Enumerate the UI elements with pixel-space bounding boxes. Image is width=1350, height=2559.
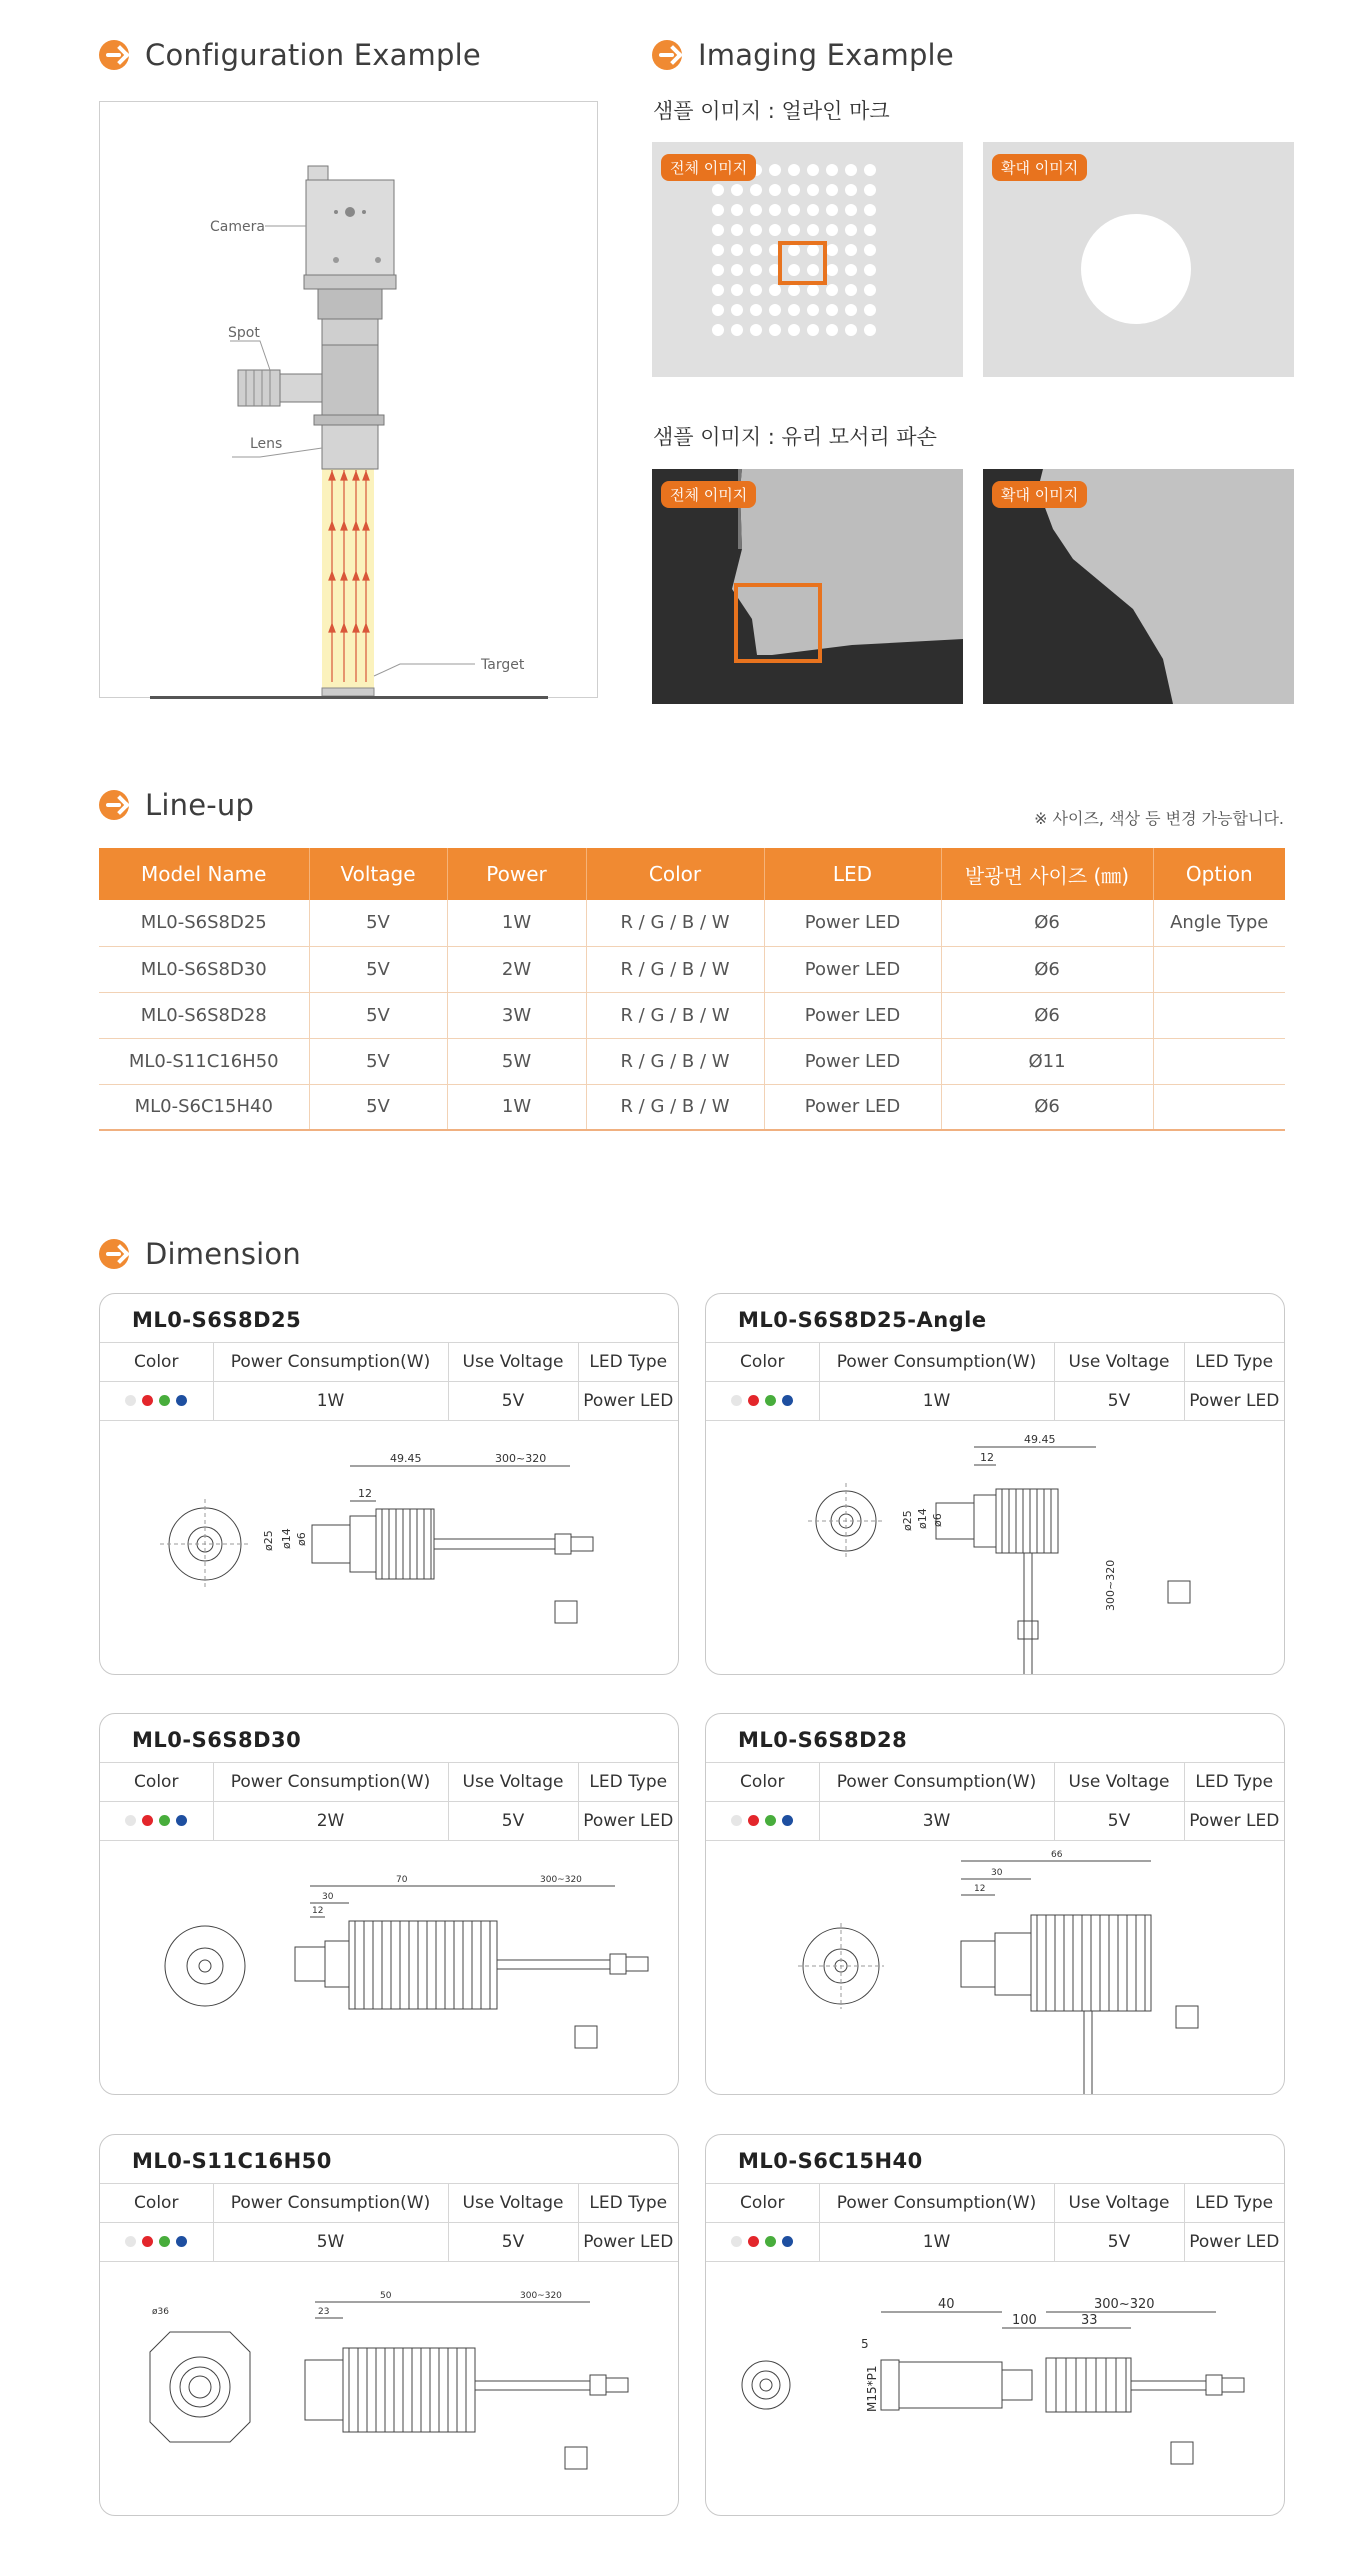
spec-col-power: Power Consumption(W)	[819, 1343, 1054, 1382]
align-dot	[807, 304, 819, 316]
led-color-dot	[125, 1815, 136, 1826]
cell-size: Ø6	[941, 946, 1153, 992]
dim-head: 12	[358, 1487, 372, 1500]
led-color-dot	[159, 1395, 170, 1406]
led-color-dot	[782, 2236, 793, 2247]
align-dot	[769, 324, 781, 336]
spec-power-value: 1W	[819, 2223, 1054, 2262]
spec-col-led: LED Type	[1184, 1763, 1284, 1802]
spec-led-value: Power LED	[1184, 1802, 1284, 1841]
align-dot	[826, 304, 838, 316]
dim-cable: 300~320	[1104, 1559, 1117, 1611]
lineup-section-heading	[99, 788, 254, 822]
align-dot	[845, 284, 857, 296]
table-row	[99, 1084, 1285, 1130]
align-dot	[826, 164, 838, 176]
spec-table	[100, 1342, 678, 1421]
align-mark-full-image	[652, 142, 963, 377]
align-dot	[864, 264, 876, 276]
spec-col-led: LED Type	[1184, 2184, 1284, 2223]
table-row	[99, 992, 1285, 1038]
align-dot	[807, 184, 819, 196]
align-dot	[826, 264, 838, 276]
align-dot	[731, 224, 743, 236]
sample-caption-glass-edge: 샘플 이미지 : 유리 모서리 파손	[653, 425, 937, 449]
spec-color-dots	[706, 2223, 819, 2262]
align-dot	[769, 304, 781, 316]
configuration-diagram	[99, 101, 598, 698]
spec-col-color: Color	[706, 1343, 819, 1382]
dimension-drawing	[100, 1841, 678, 2095]
dim-length: 66	[1051, 1850, 1063, 1860]
led-color-dot	[782, 1395, 793, 1406]
cell-size: Ø6	[941, 1084, 1153, 1130]
dimension-drawing	[100, 1421, 678, 1675]
card-model-title: ML0-S6C15H40	[738, 2149, 923, 2173]
arrow-circle-icon	[99, 40, 129, 70]
spot-label: Spot	[228, 325, 260, 341]
align-dot	[864, 184, 876, 196]
align-dot	[750, 184, 762, 196]
dim-dia3: ø6	[931, 1513, 944, 1527]
spec-led-value: Power LED	[1184, 2223, 1284, 2262]
glass-edge-zoom-image	[983, 469, 1294, 704]
led-color-dot	[782, 1815, 793, 1826]
align-dot	[788, 244, 800, 256]
dimension-drawing	[706, 1421, 1284, 1675]
dimension-card	[705, 2134, 1285, 2516]
cell-led: Power LED	[764, 946, 941, 992]
cell-model: ML0-S6S8D30	[99, 946, 309, 992]
cell-color: R / G / B / W	[586, 946, 764, 992]
led-color-dot	[731, 2236, 742, 2247]
spec-col-voltage: Use Voltage	[1054, 1343, 1184, 1382]
align-dot	[731, 204, 743, 216]
led-color-dot	[176, 1815, 187, 1826]
led-color-dot	[159, 1815, 170, 1826]
spec-color-dots	[100, 1802, 213, 1841]
spec-led-value: Power LED	[578, 2223, 678, 2262]
align-mark-zoom-image	[983, 142, 1294, 377]
align-dot	[788, 184, 800, 196]
cell-power: 3W	[447, 992, 586, 1038]
spec-header-row	[706, 2184, 1284, 2223]
align-dot	[750, 284, 762, 296]
cell-option	[1153, 1038, 1285, 1084]
spec-value-row	[706, 1802, 1284, 1841]
dim-head: 12	[980, 1451, 994, 1464]
dim-tip: 12	[974, 1884, 986, 1894]
config-section-heading	[99, 38, 481, 72]
cell-model: ML0-S6C15H40	[99, 1084, 309, 1130]
col-option: Option	[1153, 848, 1285, 900]
align-dot	[845, 224, 857, 236]
dim-width: ø36	[152, 2307, 169, 2317]
dim-body: 33	[1081, 2313, 1098, 2328]
spec-color-dots	[706, 1382, 819, 1421]
spec-col-voltage: Use Voltage	[1054, 2184, 1184, 2223]
col-voltage: Voltage	[309, 848, 447, 900]
lens-label: Lens	[250, 436, 283, 452]
spec-header-row	[706, 1763, 1284, 1802]
align-dot	[731, 264, 743, 276]
spec-col-color: Color	[100, 2184, 213, 2223]
align-dot	[845, 204, 857, 216]
led-color-dot	[142, 1815, 153, 1826]
spec-col-color: Color	[100, 1343, 213, 1382]
spec-header-row	[706, 1343, 1284, 1382]
cell-power: 2W	[447, 946, 586, 992]
align-dot	[826, 244, 838, 256]
spec-color-dots	[100, 2223, 213, 2262]
led-color-dot	[159, 2236, 170, 2247]
spec-col-color: Color	[706, 2184, 819, 2223]
cell-model: ML0-S6S8D28	[99, 992, 309, 1038]
align-dot	[807, 284, 819, 296]
target-label: Target	[481, 657, 525, 673]
spec-header-row	[100, 2184, 678, 2223]
led-color-dot	[765, 1395, 776, 1406]
align-dot	[712, 224, 724, 236]
cell-size: Ø6	[941, 900, 1153, 946]
spec-col-led: LED Type	[578, 1343, 678, 1382]
dim-dia1: ø25	[262, 1530, 275, 1551]
zoom-image-badge: 확대 이미지	[992, 154, 1087, 181]
dim-dia3: ø6	[295, 1532, 308, 1546]
align-dot	[807, 244, 819, 256]
align-dot	[750, 304, 762, 316]
align-dot	[826, 204, 838, 216]
spec-voltage-value: 5V	[448, 1802, 578, 1841]
arrow-circle-icon	[99, 1239, 129, 1269]
align-dot	[864, 284, 876, 296]
spec-header-row	[100, 1763, 678, 1802]
table-row	[99, 1038, 1285, 1084]
cell-led: Power LED	[764, 900, 941, 946]
spec-voltage-value: 5V	[1054, 1382, 1184, 1421]
align-dot	[826, 324, 838, 336]
cell-size: Ø6	[941, 992, 1153, 1038]
align-dot	[712, 244, 724, 256]
align-dot	[750, 324, 762, 336]
align-dot	[750, 264, 762, 276]
spec-col-power: Power Consumption(W)	[213, 2184, 448, 2223]
cell-color: R / G / B / W	[586, 1038, 764, 1084]
align-dot	[788, 164, 800, 176]
align-dot	[750, 244, 762, 256]
table-row	[99, 900, 1285, 946]
dimension-section-title: Dimension	[145, 1237, 301, 1271]
lineup-table	[99, 848, 1285, 1131]
align-dot	[731, 284, 743, 296]
dim-length: 49.45	[1024, 1433, 1056, 1446]
col-emit-size: 발광면 사이즈 (㎜)	[941, 848, 1153, 900]
led-color-dot	[765, 1815, 776, 1826]
full-image-badge: 전체 이미지	[661, 154, 756, 181]
align-dot	[788, 304, 800, 316]
dim-dia2: ø14	[916, 1508, 929, 1529]
spec-voltage-value: 5V	[1054, 2223, 1184, 2262]
align-dot	[769, 224, 781, 236]
spec-table	[706, 1342, 1284, 1421]
dim-head: 30	[322, 1892, 334, 1902]
align-dot	[712, 304, 724, 316]
align-dot	[845, 264, 857, 276]
align-dot	[788, 324, 800, 336]
dimension-card	[99, 2134, 679, 2516]
align-dot	[712, 284, 724, 296]
align-dot	[845, 184, 857, 196]
align-dot	[731, 324, 743, 336]
align-dot	[826, 284, 838, 296]
led-color-dot	[142, 2236, 153, 2247]
cell-power: 1W	[447, 1084, 586, 1130]
dim-length: 70	[396, 1875, 408, 1885]
cell-voltage: 5V	[309, 900, 447, 946]
led-color-dot	[142, 1395, 153, 1406]
spec-power-value: 3W	[819, 1802, 1054, 1841]
spec-value-row	[706, 1382, 1284, 1421]
spec-voltage-value: 5V	[448, 1382, 578, 1421]
spec-col-led: LED Type	[1184, 1343, 1284, 1382]
align-dot	[807, 204, 819, 216]
spec-col-voltage: Use Voltage	[448, 1343, 578, 1382]
align-dot	[864, 224, 876, 236]
sample-caption-align-mark: 샘플 이미지 : 얼라인 마크	[653, 99, 890, 123]
config-section-title: Configuration Example	[145, 38, 481, 72]
align-dot	[769, 204, 781, 216]
spec-power-value: 5W	[213, 2223, 448, 2262]
col-led: LED	[764, 848, 941, 900]
dim-tip: 12	[312, 1906, 324, 1916]
cell-option: Angle Type	[1153, 900, 1285, 946]
align-dot	[826, 184, 838, 196]
dim-thread: M15*P1	[865, 2365, 879, 2412]
dim-length: 50	[380, 2291, 392, 2301]
align-dot	[712, 324, 724, 336]
align-dot	[731, 304, 743, 316]
align-dot	[807, 224, 819, 236]
spec-table	[100, 2183, 678, 2262]
spec-table	[100, 1762, 678, 1841]
cell-color: R / G / B / W	[586, 992, 764, 1038]
led-color-dot	[748, 1395, 759, 1406]
dimension-drawing	[100, 2262, 678, 2516]
spec-led-value: Power LED	[1184, 1382, 1284, 1421]
cell-option	[1153, 946, 1285, 992]
dimension-drawing	[706, 1841, 1284, 2095]
full-image-badge: 전체 이미지	[661, 481, 756, 508]
cell-model: ML0-S6S8D25	[99, 900, 309, 946]
cell-power: 5W	[447, 1038, 586, 1084]
glass-edge-full-image	[652, 469, 963, 704]
align-dot	[826, 224, 838, 236]
align-dot	[750, 224, 762, 236]
align-dot	[864, 324, 876, 336]
arrow-circle-icon	[652, 40, 682, 70]
dim-dia2: ø14	[280, 1528, 293, 1549]
align-dot	[845, 304, 857, 316]
spec-color-dots	[100, 1382, 213, 1421]
dim-head: 23	[318, 2307, 330, 2317]
align-dot	[788, 284, 800, 296]
table-row	[99, 946, 1285, 992]
spec-table	[706, 1762, 1284, 1841]
spec-led-value: Power LED	[578, 1382, 678, 1421]
align-dot	[788, 204, 800, 216]
dim-head: 30	[991, 1868, 1003, 1878]
led-color-dot	[748, 2236, 759, 2247]
spec-col-voltage: Use Voltage	[448, 1763, 578, 1802]
dim-length: 40	[938, 2297, 955, 2312]
led-color-dot	[731, 1815, 742, 1826]
spec-col-voltage: Use Voltage	[1054, 1763, 1184, 1802]
align-dot	[788, 264, 800, 276]
led-color-dot	[176, 1395, 187, 1406]
dimension-card	[705, 1293, 1285, 1675]
card-model-title: ML0-S6S8D25	[132, 1308, 302, 1332]
spec-value-row	[100, 2223, 678, 2262]
spec-col-color: Color	[706, 1763, 819, 1802]
spec-value-row	[100, 1382, 678, 1421]
spec-col-color: Color	[100, 1763, 213, 1802]
cell-voltage: 5V	[309, 992, 447, 1038]
imaging-section-heading	[652, 38, 954, 72]
align-dot	[845, 164, 857, 176]
camera-label: Camera	[210, 219, 265, 235]
lineup-header-row	[99, 848, 1285, 900]
card-model-title: ML0-S6S8D28	[738, 1728, 908, 1752]
dim-dia1: ø25	[901, 1510, 914, 1531]
spec-col-led: LED Type	[578, 1763, 678, 1802]
spec-voltage-value: 5V	[448, 2223, 578, 2262]
dim-cable: 300~320	[520, 2291, 562, 2301]
align-dot	[864, 204, 876, 216]
dimension-card	[99, 1713, 679, 2095]
spec-col-power: Power Consumption(W)	[213, 1763, 448, 1802]
col-power: Power	[447, 848, 586, 900]
camera-setup-drawing	[100, 102, 599, 699]
align-dot	[845, 324, 857, 336]
arrow-circle-icon	[99, 790, 129, 820]
cell-color: R / G / B / W	[586, 900, 764, 946]
dimension-drawing	[706, 2262, 1284, 2516]
cell-size: Ø11	[941, 1038, 1153, 1084]
cell-option	[1153, 1084, 1285, 1130]
cell-led: Power LED	[764, 1038, 941, 1084]
align-dot	[731, 244, 743, 256]
cell-option	[1153, 992, 1285, 1038]
cell-power: 1W	[447, 900, 586, 946]
align-dot	[731, 184, 743, 196]
spec-power-value: 1W	[213, 1382, 448, 1421]
card-model-title: ML0-S6S8D25-Angle	[738, 1308, 987, 1332]
align-dot	[788, 224, 800, 236]
lineup-section-title: Line-up	[145, 788, 255, 822]
align-dot	[750, 204, 762, 216]
dim-cable: 300~320	[495, 1452, 547, 1465]
imaging-section-title: Imaging Example	[698, 38, 954, 72]
card-model-title: ML0-S6S8D30	[132, 1728, 302, 1752]
dim-thread-len: 5	[861, 2337, 869, 2351]
spec-col-power: Power Consumption(W)	[213, 1343, 448, 1382]
align-dot	[807, 164, 819, 176]
cell-voltage: 5V	[309, 1038, 447, 1084]
col-model-name: Model Name	[99, 848, 309, 900]
align-dot	[769, 184, 781, 196]
dim-length: 49.45	[390, 1452, 422, 1465]
spec-col-led: LED Type	[578, 2184, 678, 2223]
cell-voltage: 5V	[309, 946, 447, 992]
col-color: Color	[586, 848, 764, 900]
dimension-section-heading	[99, 1237, 301, 1271]
align-dot	[712, 264, 724, 276]
dimension-card	[99, 1293, 679, 1675]
zoom-image-badge: 확대 이미지	[992, 481, 1087, 508]
align-dot	[712, 184, 724, 196]
led-color-dot	[731, 1395, 742, 1406]
align-dot	[807, 264, 819, 276]
align-dot	[864, 304, 876, 316]
spec-col-voltage: Use Voltage	[448, 2184, 578, 2223]
spec-value-row	[100, 1802, 678, 1841]
spec-table	[706, 2183, 1284, 2262]
spec-header-row	[100, 1343, 678, 1382]
led-color-dot	[125, 2236, 136, 2247]
cell-led: Power LED	[764, 992, 941, 1038]
led-color-dot	[765, 2236, 776, 2247]
align-dot	[807, 324, 819, 336]
spec-col-power: Power Consumption(W)	[819, 2184, 1054, 2223]
spec-voltage-value: 5V	[1054, 1802, 1184, 1841]
dimension-card	[705, 1713, 1285, 2095]
spec-power-value: 1W	[819, 1382, 1054, 1421]
led-color-dot	[176, 2236, 187, 2247]
led-color-dot	[125, 1395, 136, 1406]
cell-led: Power LED	[764, 1084, 941, 1130]
card-model-title: ML0-S11C16H50	[132, 2149, 332, 2173]
cell-color: R / G / B / W	[586, 1084, 764, 1130]
lineup-note: ※ 사이즈, 색상 등 변경 가능합니다.	[1034, 809, 1284, 828]
dim-cable: 300~320	[540, 1875, 582, 1885]
cell-model: ML0-S11C16H50	[99, 1038, 309, 1084]
dim-cable: 300~320	[1094, 2297, 1155, 2312]
dim-gap: 100	[1012, 2313, 1037, 2328]
spec-power-value: 2W	[213, 1802, 448, 1841]
spec-led-value: Power LED	[578, 1802, 678, 1841]
spec-color-dots	[706, 1802, 819, 1841]
align-dot	[769, 164, 781, 176]
led-color-dot	[748, 1815, 759, 1826]
align-dot	[864, 244, 876, 256]
spec-col-power: Power Consumption(W)	[819, 1763, 1054, 1802]
cell-voltage: 5V	[309, 1084, 447, 1130]
align-dot	[864, 164, 876, 176]
align-dot	[769, 284, 781, 296]
align-dot	[712, 204, 724, 216]
align-dot	[845, 244, 857, 256]
spec-value-row	[706, 2223, 1284, 2262]
